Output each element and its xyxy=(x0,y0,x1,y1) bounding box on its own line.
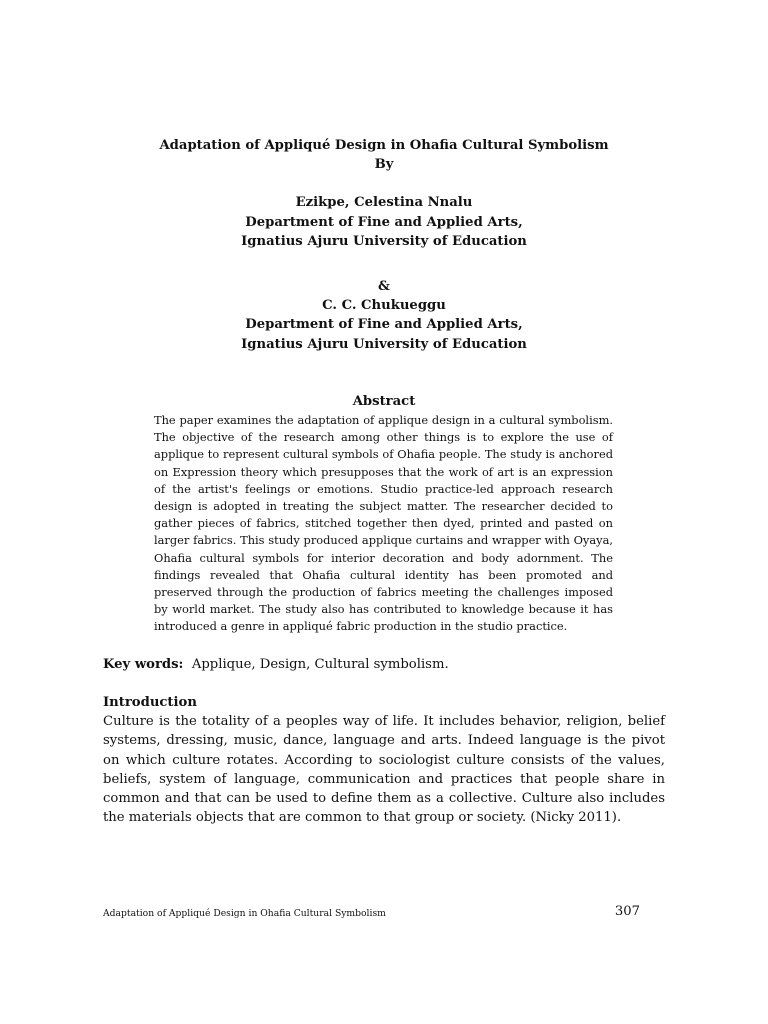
author2-department: Department of Fine and Applied Arts, xyxy=(245,317,523,333)
title-block xyxy=(0,136,768,354)
introduction-heading: Introduction xyxy=(103,695,197,710)
author2-name: C. C. Chukueggu xyxy=(322,298,446,314)
keywords-value: Applique, Design, Cultural symbolism. xyxy=(191,657,449,672)
author1-name: Ezikpe, Celestina Nnalu xyxy=(295,195,473,211)
keywords-label: Key words: xyxy=(103,657,184,672)
paper-title: Adaptation of Appliqué Design in Ohafia Cultural Symbolism xyxy=(159,138,609,153)
running-footer-title: Adaptation of Appliqué Design in Ohafia Cultural Symbolism xyxy=(103,908,386,919)
keywords-line xyxy=(103,655,663,674)
abstract-text: The paper examines the adaptation of applique design in a cultural symbolism. The objective of the research among other things is to explore the use of applique to represent cultural symbols of Ohafia people. The study is anchored on Expression theory which presupposes that the work of art is an expression of the artist's feelings or emotions. Studio practice-led approach research design is adopted in treating the subject matter. The researcher decided to gather pieces of fabrics, stitched together then dyed, printed and pasted on larger fabrics. This study produced applique curtains and wrapper with Oyaya, Ohafia cultural symbols for interior decoration and body adornment. The findings revealed that Ohafia cultural identity has been promoted and preserved through the production of fabrics meeting the challenges imposed by world market. The study also has contributed to knowledge because it has introduced a genre in appliqué fabric production in the studio practice. xyxy=(154,413,613,634)
page-number: 307 xyxy=(614,904,640,919)
author1-university: Ignatius Ajuru University of Education xyxy=(241,233,527,249)
by-line: By xyxy=(374,157,394,173)
introduction-text: Culture is the totality of a peoples way of life. It includes behavior, religion, belief systems, dressing, music, dance, language and arts. Indeed language is the pivot on which culture rotates. According to sociologist culture consists of the values, beliefs, system of language, communication and practices that people share in common and that can be used to define them as a collective. Culture also includes the materials objects that are common to that group or society. (Nicky 2011). xyxy=(103,714,665,826)
abstract-heading: Abstract xyxy=(352,394,416,409)
author2-university: Ignatius Ajuru University of Education xyxy=(241,336,527,352)
spacer xyxy=(0,174,768,193)
author1-department: Department of Fine and Applied Arts, xyxy=(245,214,523,230)
author-separator: & xyxy=(378,279,390,295)
spacer xyxy=(0,251,768,277)
